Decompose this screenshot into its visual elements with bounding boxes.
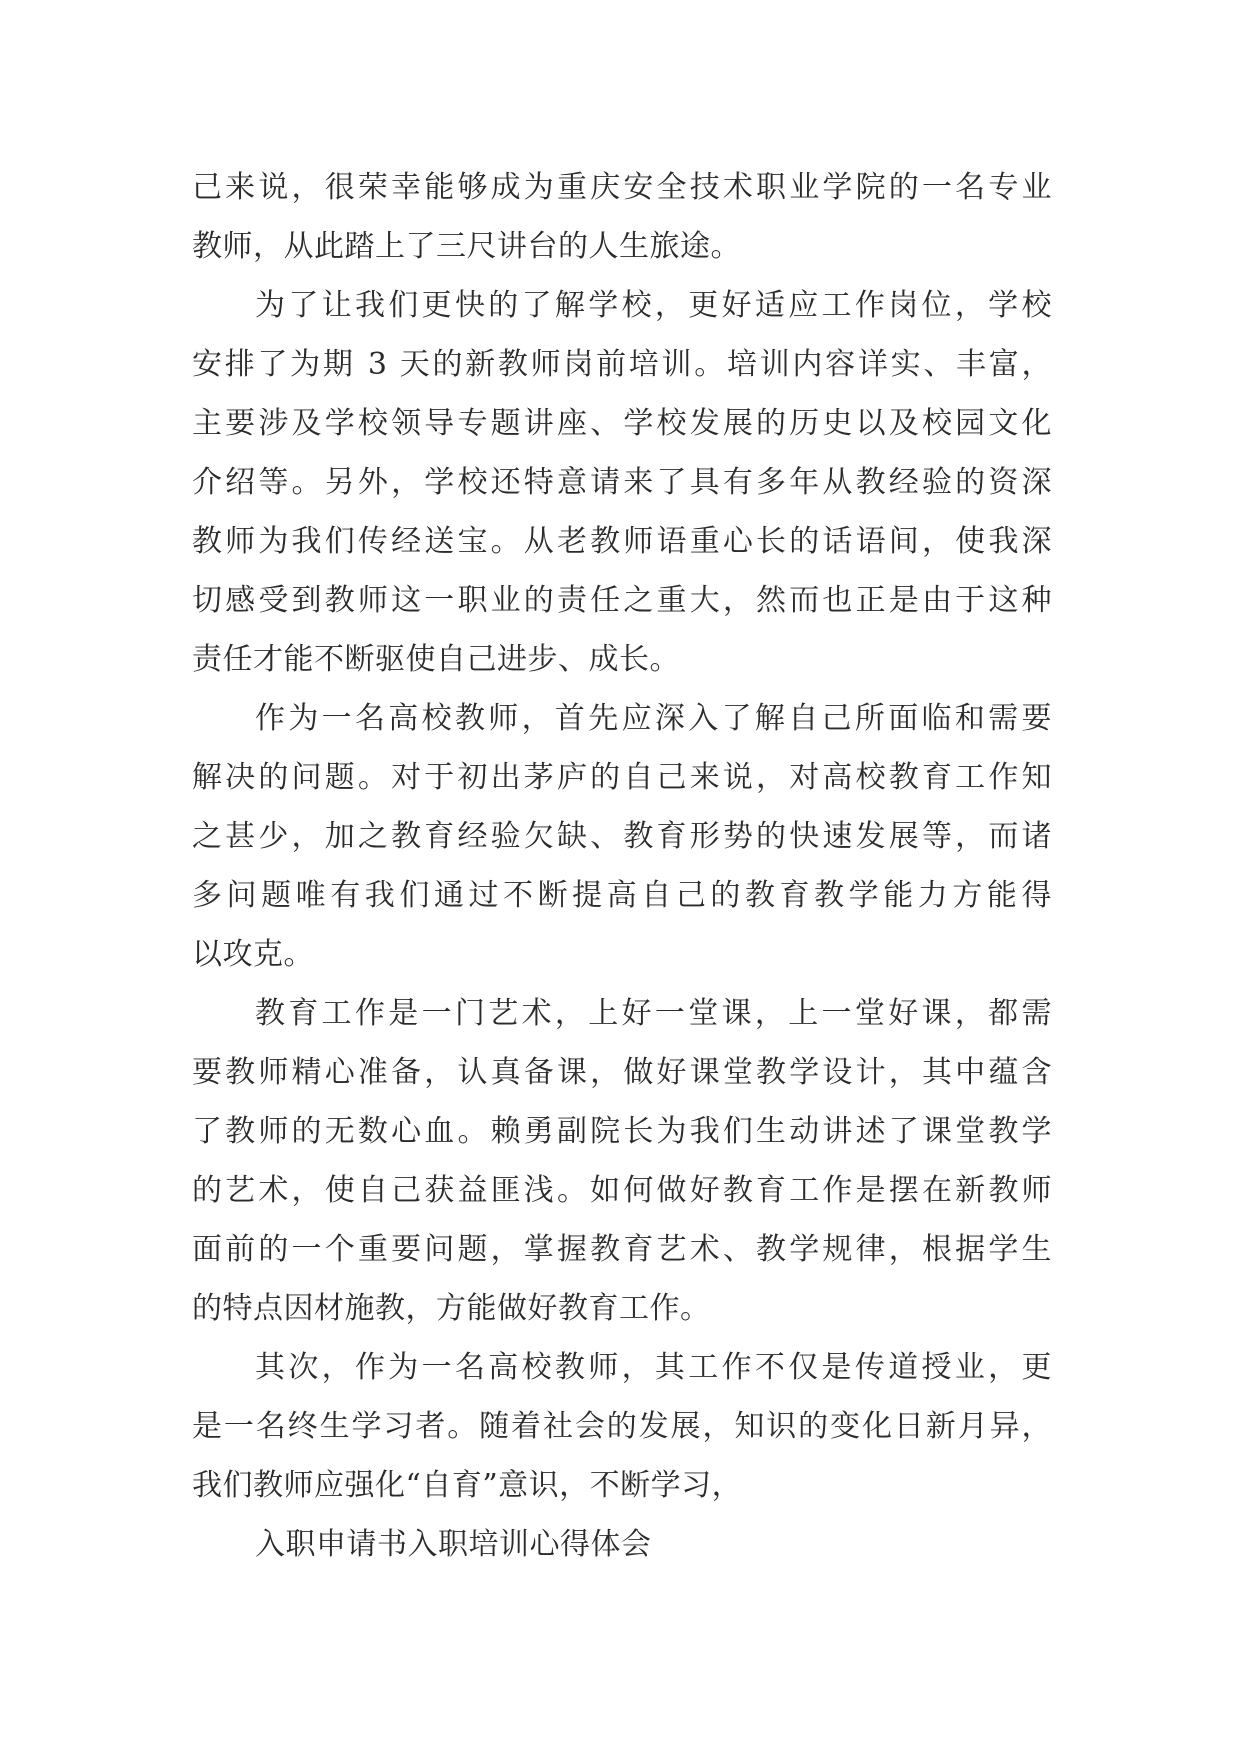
- text-line: 教师，从此踏上了三尺讲台的人生旅途。: [192, 229, 741, 264]
- text-line: 之甚少，加之教育经验欠缺、教育形势的快速发展等，而诸: [192, 819, 1052, 854]
- document-body: [192, 158, 1052, 1574]
- text-line: 的特点因材施教，方能做好教育工作。: [192, 1291, 711, 1326]
- text-line: 介绍等。另外，学校还特意请来了具有多年从教经验的资深: [192, 465, 1052, 500]
- text-line: 责任才能不断驱使自己进步、成长。: [192, 642, 680, 677]
- text-line: 入职申请书入职培训心得体会: [255, 1527, 652, 1562]
- text-line: 要教师精心准备，认真备课，做好课堂教学设计，其中蕴含: [192, 1055, 1052, 1090]
- text-line: 教师为我们传经送宝。从老教师语重心长的话语间，使我深: [192, 524, 1052, 559]
- text-line: 以攻克。: [192, 937, 314, 972]
- text-line: 为了让我们更快的了解学校，更好适应工作岗位，学校: [255, 288, 1052, 323]
- text-line: 安排了为期 3 天的新教师岗前培训。培训内容详实、丰富，: [192, 347, 1052, 382]
- text-line: 的艺术，使自己获益匪浅。如何做好教育工作是摆在新教师: [192, 1173, 1052, 1208]
- text-line: 是一名终生学习者。随着社会的发展，知识的变化日新月异，: [192, 1409, 1052, 1444]
- text-line: 作为一名高校教师，首先应深入了解自己所面临和需要: [255, 701, 1052, 736]
- text-line: 主要涉及学校领导专题讲座、学校发展的历史以及校园文化: [192, 406, 1052, 441]
- text-line: 多问题唯有我们通过不断提高自己的教育教学能力方能得: [192, 878, 1052, 913]
- text-line: 教育工作是一门艺术，上好一堂课，上一堂好课，都需: [255, 996, 1052, 1031]
- text-line: 面前的一个重要问题，掌握教育艺术、教学规律，根据学生: [192, 1232, 1052, 1267]
- text-line: 我们教师应强化“自育”意识，不断学习，: [192, 1468, 743, 1503]
- text-line: 了教师的无数心血。赖勇副院长为我们生动讲述了课堂教学: [192, 1114, 1052, 1149]
- text-line: 其次，作为一名高校教师，其工作不仅是传道授业，更: [255, 1350, 1052, 1385]
- text-line: 切感受到教师这一职业的责任之重大，然而也正是由于这种: [192, 583, 1052, 618]
- text-line: 己来说，很荣幸能够成为重庆安全技术职业学院的一名专业: [192, 170, 1052, 205]
- text-line: 解决的问题。对于初出茅庐的自己来说，对高校教育工作知: [192, 760, 1052, 795]
